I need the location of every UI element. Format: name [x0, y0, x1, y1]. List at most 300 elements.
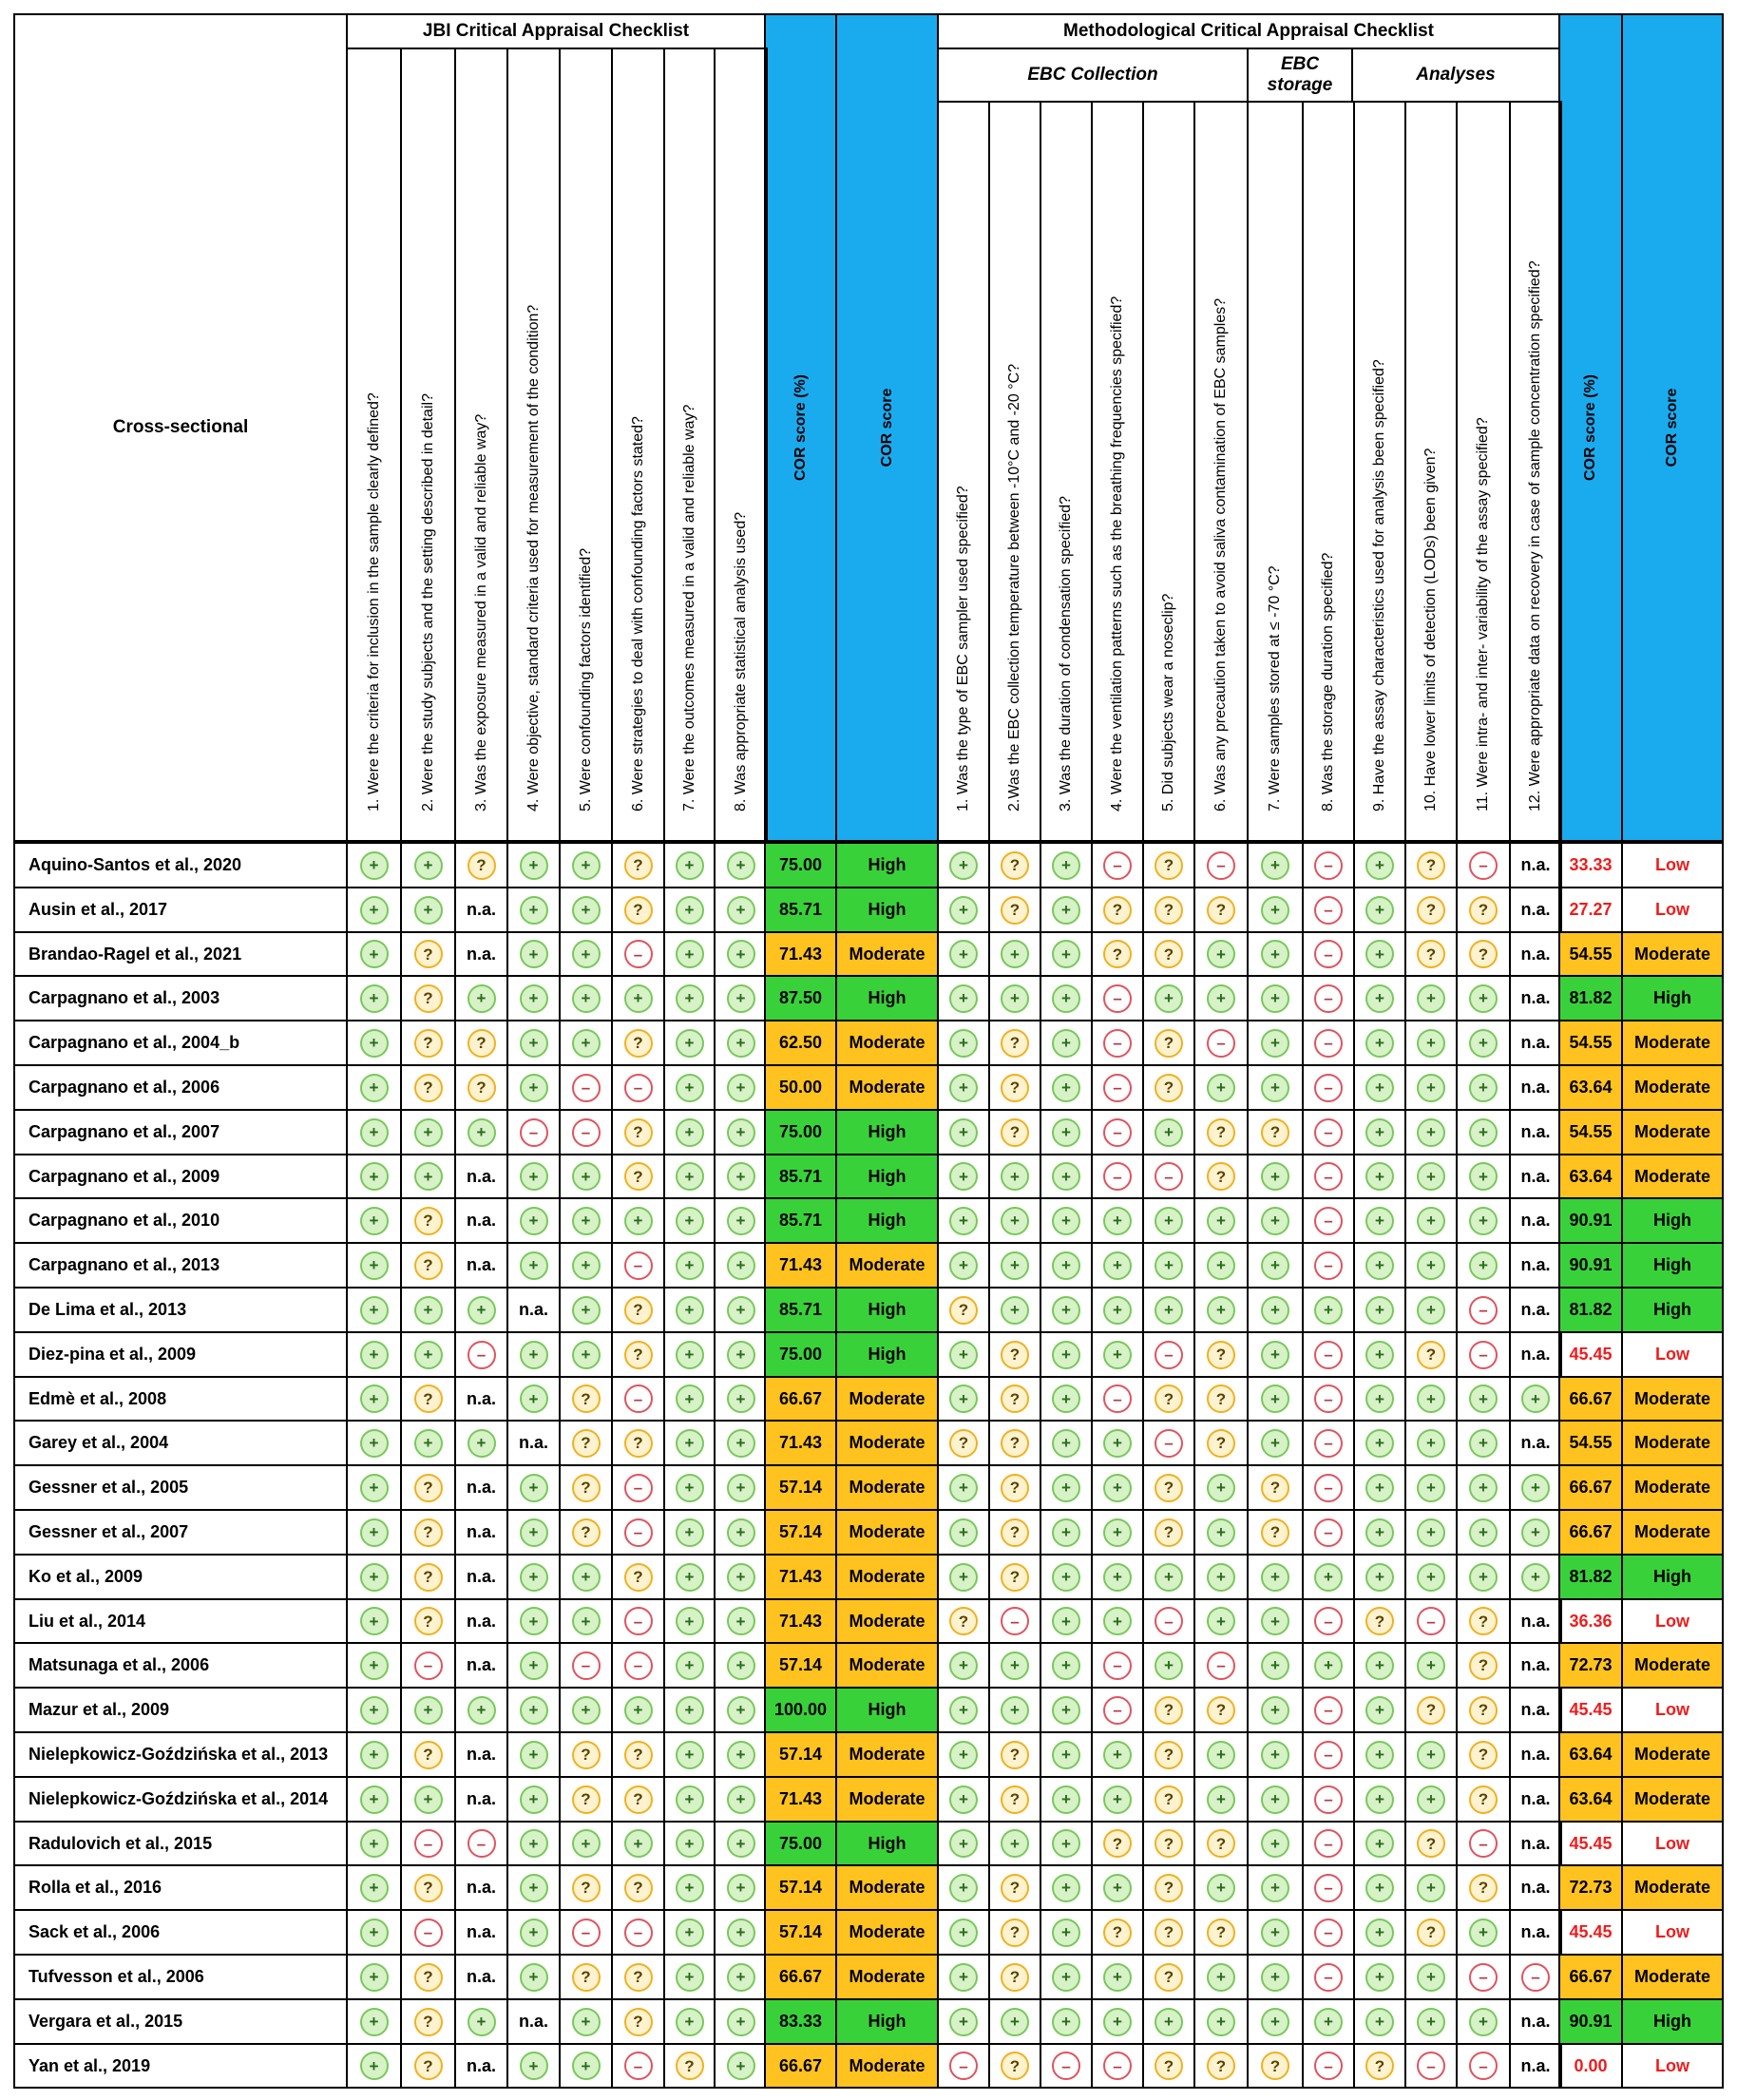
plus-icon: +: [727, 984, 755, 1013]
meth-label-text: Low: [1655, 1833, 1689, 1853]
meth-cor-score: [1558, 1287, 1623, 1333]
question-icon: ?: [1417, 896, 1445, 925]
jbi-score-value: 57.14: [778, 1478, 823, 1497]
jbi-answer-cell: [714, 1509, 768, 1556]
jbi-label-text: Moderate: [849, 1478, 926, 1497]
method-answer-cell: [1247, 1020, 1304, 1066]
study-name: [13, 887, 348, 933]
method-answer-cell: [1193, 842, 1249, 888]
plus-icon: +: [727, 2052, 755, 2080]
plus-icon: +: [1261, 1162, 1289, 1191]
question-icon: ?: [1207, 1829, 1235, 1858]
jbi-cor-score: [764, 1776, 837, 1823]
jbi-answer-cell: [663, 1509, 716, 1556]
plus-icon: +: [414, 1341, 443, 1369]
jbi-answer-cell: [454, 1909, 508, 1956]
plus-icon: +: [1001, 1162, 1029, 1191]
question-icon: ?: [1261, 1474, 1289, 1502]
question-icon: ?: [1001, 1874, 1029, 1902]
method-answer-cell: [1404, 887, 1458, 933]
study-name-text: Carpagnano et al., 2013: [29, 1255, 220, 1274]
method-answer-cell: [1404, 1909, 1458, 1956]
question-icon: ?: [1417, 940, 1445, 968]
method-answer-cell: [1091, 1909, 1144, 1956]
meth-cor-score: [1558, 1020, 1623, 1066]
method-answer-cell: [937, 1464, 990, 1511]
method-answer-cell: [1353, 1242, 1406, 1289]
method-answer-cell: [1193, 1821, 1249, 1866]
plus-icon: +: [727, 2008, 755, 2036]
plus-icon: +: [949, 1251, 978, 1280]
question-icon: ?: [949, 1429, 978, 1458]
question-icon: ?: [624, 1029, 653, 1058]
method-answer-cell: [1247, 1642, 1304, 1689]
meth-cor-label: [1621, 1154, 1724, 1199]
method-answer-cell: [988, 1420, 1041, 1466]
method-answer-cell: [1302, 1020, 1355, 1066]
jbi-answer-cell: [663, 1909, 716, 1956]
jbi-answer-cell: [400, 1998, 456, 2045]
jbi-answer-cell: [454, 1109, 508, 1155]
plus-icon: +: [1365, 1963, 1394, 1992]
study-name-text: Tufvesson et al., 2006: [29, 1967, 204, 1986]
jbi-answer-cell: [506, 1064, 561, 1111]
meth-label-text: Low: [1655, 2055, 1689, 2075]
method-answer-cell: [1193, 1687, 1249, 1733]
plus-icon: +: [1521, 1518, 1550, 1547]
minus-icon: –: [1001, 1607, 1029, 1635]
study-name: [13, 842, 348, 888]
method-answer-cell: [1509, 1154, 1562, 1199]
plus-icon: +: [1207, 1074, 1235, 1102]
jbi-answer-cell: [714, 1287, 768, 1333]
jbi-answer-cell: [346, 931, 402, 977]
meth-score-value: 63.64: [1569, 1789, 1613, 1808]
study-name-text: De Lima et al., 2013: [29, 1300, 187, 1319]
meth-score-value: 36.36: [1569, 1611, 1613, 1631]
plus-icon: +: [1365, 896, 1394, 925]
meth-score-value: 66.67: [1569, 1522, 1613, 1541]
jbi-answer-cell: [559, 931, 613, 977]
plus-icon: +: [1521, 1474, 1550, 1502]
jbi-answer-cell: [611, 1197, 665, 1244]
na-text: n.a.: [466, 1567, 496, 1586]
method-answer-cell: [1509, 1909, 1562, 1956]
method-answer-cell: [1353, 1909, 1406, 1956]
plus-icon: +: [1365, 1162, 1394, 1191]
jbi-answer-cell: [611, 1464, 665, 1511]
plus-icon: +: [727, 1651, 755, 1680]
jbi-answer-cell: [346, 1821, 402, 1866]
method-answer-cell: [1509, 1197, 1562, 1244]
minus-icon: –: [572, 1118, 601, 1147]
study-name: [13, 1642, 348, 1689]
jbi-score-value: 75.00: [778, 1122, 823, 1141]
method-answer-cell: [1091, 975, 1144, 1021]
minus-icon: –: [1207, 851, 1235, 880]
plus-icon: +: [572, 1029, 601, 1058]
jbi-answer-cell: [506, 1998, 561, 2045]
method-question-header: [1456, 101, 1511, 842]
method-answer-cell: [1509, 975, 1562, 1021]
plus-icon: +: [1417, 1563, 1445, 1592]
plus-icon: +: [1261, 1874, 1289, 1902]
jbi-cor-score: [764, 1064, 837, 1111]
plus-icon: +: [360, 1429, 389, 1458]
plus-icon: +: [360, 896, 389, 925]
jbi-answer-cell: [559, 975, 613, 1021]
minus-icon: –: [520, 1118, 548, 1147]
plus-icon: +: [360, 1741, 389, 1769]
method-answer-cell: [1509, 1731, 1562, 1778]
study-name: [13, 1998, 348, 2045]
minus-icon: –: [1469, 2052, 1498, 2080]
plus-icon: +: [572, 1829, 601, 1858]
plus-icon: +: [520, 1029, 548, 1058]
plus-icon: +: [1052, 1474, 1080, 1502]
meth-cor-score: [1558, 2043, 1623, 2089]
plus-icon: +: [727, 1429, 755, 1458]
method-answer-cell: [1404, 1954, 1458, 2000]
question-icon: ?: [1155, 1874, 1183, 1902]
method-answer-cell: [1404, 1420, 1458, 1466]
method-answer-cell: [1091, 1242, 1144, 1289]
meth-score-value: 81.82: [1569, 1300, 1613, 1319]
jbi-answer-cell: [346, 1242, 402, 1289]
method-answer-cell: [1302, 1554, 1355, 1600]
plus-icon: +: [676, 1696, 704, 1725]
plus-icon: +: [727, 1296, 755, 1325]
minus-icon: –: [468, 1829, 496, 1858]
plus-icon: +: [414, 1696, 443, 1725]
question-text: 10. Have lower limits of detection (LODs) been given?: [1422, 448, 1439, 811]
meth-label-text: Moderate: [1633, 1122, 1710, 1141]
jbi-answer-cell: [506, 1197, 561, 1244]
jbi-score-value: 75.00: [778, 1345, 823, 1364]
meth-cor-label: [1621, 1776, 1724, 1823]
plus-icon: +: [360, 1118, 389, 1147]
jbi-score-value: 66.67: [778, 1388, 823, 1408]
method-answer-cell: [1247, 1821, 1304, 1866]
plus-icon: +: [1417, 1963, 1445, 1992]
na-text: n.a.: [1520, 1166, 1551, 1186]
question-icon: ?: [414, 1963, 443, 1992]
jbi-answer-cell: [454, 1776, 508, 1823]
question-icon: ?: [1001, 1074, 1029, 1102]
question-icon: ?: [1155, 2052, 1183, 2080]
jbi-answer-cell: [506, 1776, 561, 1823]
plus-icon: +: [1261, 1296, 1289, 1325]
jbi-answer-cell: [400, 1154, 456, 1199]
jbi-answer-cell: [400, 1864, 456, 1911]
method-answer-cell: [1456, 1687, 1511, 1733]
meth-label-text: Moderate: [1633, 944, 1710, 964]
study-name: [13, 1420, 348, 1466]
question-icon: ?: [1207, 1118, 1235, 1147]
method-answer-cell: [1456, 1598, 1511, 1644]
jbi-question-header: [611, 48, 665, 842]
method-answer-cell: [937, 931, 990, 977]
jbi-answer-cell: [400, 1064, 456, 1111]
method-answer-cell: [937, 1687, 990, 1733]
method-answer-cell: [1040, 931, 1093, 977]
method-answer-cell: [1040, 1464, 1093, 1511]
jbi-answer-cell: [611, 1287, 665, 1333]
method-answer-cell: [1247, 1909, 1304, 1956]
meth-label-text: High: [1653, 988, 1691, 1007]
plus-icon: +: [949, 1651, 978, 1680]
plus-icon: +: [1469, 1518, 1498, 1547]
meth-cor-label: [1621, 1821, 1724, 1866]
meth-cor-label: [1621, 1064, 1724, 1111]
jbi-cor-score: [764, 1376, 837, 1422]
plus-icon: +: [1103, 1296, 1132, 1325]
question-icon: ?: [1155, 896, 1183, 925]
plus-icon: +: [676, 940, 704, 968]
jbi-cor-score-header: COR score: [835, 13, 939, 842]
plus-icon: +: [1417, 1207, 1445, 1235]
method-answer-cell: [1193, 1864, 1249, 1911]
plus-icon: +: [1207, 2008, 1235, 2036]
plus-icon: +: [1207, 1785, 1235, 1814]
plus-icon: +: [1469, 1074, 1498, 1102]
study-name: [13, 1776, 348, 1823]
meth-cor-score: [1558, 1821, 1623, 1866]
jbi-question-header: [559, 48, 613, 842]
jbi-cor-label: [835, 1598, 939, 1644]
plus-icon: +: [1469, 1207, 1498, 1235]
method-answer-cell: [1247, 887, 1304, 933]
plus-icon: +: [1417, 1429, 1445, 1458]
jbi-cor-label: [835, 931, 939, 977]
method-answer-cell: [1193, 1064, 1249, 1111]
na-text: n.a.: [466, 1255, 496, 1274]
question-icon: ?: [414, 2008, 443, 2036]
jbi-answer-cell: [663, 1331, 716, 1378]
method-answer-cell: [1353, 1376, 1406, 1422]
question-icon: ?: [1001, 1518, 1029, 1547]
jbi-cor-score: [764, 842, 837, 888]
jbi-answer-cell: [400, 2043, 456, 2089]
minus-icon: –: [572, 1074, 601, 1102]
jbi-answer-cell: [346, 1197, 402, 1244]
meth-cor-label: [1621, 1998, 1724, 2045]
meth-score-value: 63.64: [1569, 1166, 1613, 1186]
plus-icon: +: [520, 940, 548, 968]
plus-icon: +: [727, 1251, 755, 1280]
question-text: 3. Was the duration of condensation specified?: [1058, 495, 1074, 811]
plus-icon: +: [1365, 1563, 1394, 1592]
plus-icon: +: [676, 1919, 704, 1947]
plus-icon: +: [1469, 1384, 1498, 1413]
minus-icon: –: [1314, 851, 1343, 880]
jbi-score-value: 87.50: [778, 988, 823, 1007]
jbi-cor-label: [835, 1821, 939, 1866]
question-icon: ?: [468, 851, 496, 880]
jbi-answer-cell: [346, 1776, 402, 1823]
jbi-answer-cell: [400, 1821, 456, 1866]
jbi-answer-cell: [346, 1109, 402, 1155]
plus-icon: +: [520, 1251, 548, 1280]
plus-icon: +: [1261, 1074, 1289, 1102]
plus-icon: +: [1001, 1651, 1029, 1680]
plus-icon: +: [1155, 1651, 1183, 1680]
study-name: [13, 1464, 348, 1511]
question-icon: ?: [1155, 851, 1183, 880]
jbi-answer-cell: [454, 1242, 508, 1289]
plus-icon: +: [1155, 1296, 1183, 1325]
method-answer-cell: [1247, 2043, 1304, 2089]
question-text: 8. Was appropriate statistical analysis used?: [732, 511, 749, 811]
question-icon: ?: [1155, 1384, 1183, 1413]
plus-icon: +: [1261, 1651, 1289, 1680]
plus-icon: +: [468, 1296, 496, 1325]
method-answer-cell: [988, 887, 1041, 933]
study-name: [13, 1687, 348, 1733]
plus-icon: +: [1001, 1251, 1029, 1280]
plus-icon: +: [727, 1118, 755, 1147]
jbi-cor-label: [835, 1464, 939, 1511]
plus-icon: +: [520, 1785, 548, 1814]
jbi-label-text: Moderate: [849, 2055, 926, 2075]
jbi-answer-cell: [714, 975, 768, 1021]
method-answer-cell: [1353, 1598, 1406, 1644]
method-answer-cell: [1091, 2043, 1144, 2089]
method-answer-cell: [1193, 1420, 1249, 1466]
jbi-answer-cell: [559, 1242, 613, 1289]
method-answer-cell: [1247, 1954, 1304, 2000]
question-icon: ?: [1417, 1341, 1445, 1369]
jbi-score-value: 71.43: [778, 1611, 823, 1631]
method-answer-cell: [1091, 1331, 1144, 1378]
method-question-header: [1142, 101, 1195, 842]
method-answer-cell: [1509, 1554, 1562, 1600]
method-answer-cell: [1040, 1420, 1093, 1466]
jbi-answer-cell: [346, 1998, 402, 2045]
method-answer-cell: [1302, 2043, 1355, 2089]
minus-icon: –: [1314, 1074, 1343, 1102]
jbi-score-value: 66.67: [778, 1967, 823, 1986]
na-text: n.a.: [1520, 1878, 1551, 1897]
meth-cor-label: [1621, 1731, 1724, 1778]
plus-icon: +: [520, 1829, 548, 1858]
plus-icon: +: [1052, 896, 1080, 925]
minus-icon: –: [1469, 851, 1498, 880]
plus-icon: +: [1314, 1296, 1343, 1325]
method-answer-cell: [1142, 1331, 1195, 1378]
minus-icon: –: [1314, 1696, 1343, 1725]
method-answer-cell: [1142, 975, 1195, 1021]
plus-icon: +: [1001, 1207, 1029, 1235]
method-answer-cell: [1509, 1776, 1562, 1823]
plus-icon: +: [676, 1029, 704, 1058]
plus-icon: +: [727, 1696, 755, 1725]
jbi-label-text: High: [868, 1345, 907, 1364]
plus-icon: +: [414, 896, 443, 925]
method-answer-cell: [1302, 1731, 1355, 1778]
minus-icon: –: [572, 1651, 601, 1680]
method-answer-cell: [1142, 931, 1195, 977]
plus-icon: +: [1103, 1429, 1132, 1458]
minus-icon: –: [1417, 1607, 1445, 1635]
plus-icon: +: [1052, 1074, 1080, 1102]
question-icon: ?: [1207, 1162, 1235, 1191]
method-answer-cell: [1040, 1242, 1093, 1289]
meth-score-value: 90.91: [1569, 1255, 1613, 1274]
jbi-cor-label: [835, 1954, 939, 2000]
plus-icon: +: [1103, 1474, 1132, 1502]
plus-icon: +: [1155, 984, 1183, 1013]
plus-icon: +: [360, 2008, 389, 2036]
plus-icon: +: [572, 2052, 601, 2080]
plus-icon: +: [949, 1341, 978, 1369]
minus-icon: –: [1103, 1029, 1132, 1058]
meth-score-value: 33.33: [1569, 855, 1613, 874]
plus-icon: +: [360, 1207, 389, 1235]
method-answer-cell: [1302, 1821, 1355, 1866]
minus-icon: –: [1314, 1162, 1343, 1191]
method-answer-cell: [1456, 842, 1511, 888]
jbi-cor-label: [835, 1154, 939, 1199]
question-text: 3. Was the exposure measured in a valid and reliable way?: [472, 413, 489, 811]
jbi-answer-cell: [611, 1864, 665, 1911]
method-answer-cell: [988, 842, 1041, 888]
method-answer-cell: [1142, 1821, 1195, 1866]
method-answer-cell: [937, 1376, 990, 1422]
plus-icon: +: [727, 1829, 755, 1858]
method-answer-cell: [1040, 1154, 1093, 1199]
method-answer-cell: [1142, 1509, 1195, 1556]
method-answer-cell: [1247, 1064, 1304, 1111]
question-icon: ?: [1001, 1563, 1029, 1592]
plus-icon: +: [1052, 1251, 1080, 1280]
method-answer-cell: [937, 1154, 990, 1199]
plus-icon: +: [572, 896, 601, 925]
plus-icon: +: [1155, 1118, 1183, 1147]
na-text: n.a.: [1520, 1255, 1551, 1274]
question-icon: ?: [1001, 1118, 1029, 1147]
question-icon: ?: [1001, 1429, 1029, 1458]
plus-icon: +: [1103, 2008, 1132, 2036]
meth-cor-score: [1558, 1954, 1623, 2000]
method-answer-cell: [1091, 842, 1144, 888]
method-answer-cell: [937, 1954, 990, 2000]
meth-cor-score: [1558, 931, 1623, 977]
minus-icon: –: [624, 1919, 653, 1947]
jbi-answer-cell: [663, 931, 716, 977]
meth-score-value: 90.91: [1569, 1211, 1613, 1230]
jbi-answer-cell: [454, 1598, 508, 1644]
question-text: 4. Were objective, standard criteria used for measurement of the condition?: [525, 304, 542, 811]
meth-cor-score: [1558, 887, 1623, 933]
minus-icon: –: [624, 1607, 653, 1635]
meth-label-text: Moderate: [1633, 1388, 1710, 1408]
study-name: [13, 1242, 348, 1289]
jbi-cor-score: [764, 1109, 837, 1155]
plus-icon: +: [676, 1162, 704, 1191]
question-icon: ?: [1155, 1919, 1183, 1947]
question-icon: ?: [1001, 1341, 1029, 1369]
minus-icon: –: [1314, 1118, 1343, 1147]
plus-icon: +: [727, 1474, 755, 1502]
na-text: n.a.: [466, 1211, 496, 1230]
jbi-answer-cell: [559, 1864, 613, 1911]
method-answer-cell: [1456, 1864, 1511, 1911]
jbi-answer-cell: [663, 1287, 716, 1333]
jbi-cor-score: [764, 1909, 837, 1956]
jbi-answer-cell: [454, 1821, 508, 1866]
plus-icon: +: [1052, 1296, 1080, 1325]
